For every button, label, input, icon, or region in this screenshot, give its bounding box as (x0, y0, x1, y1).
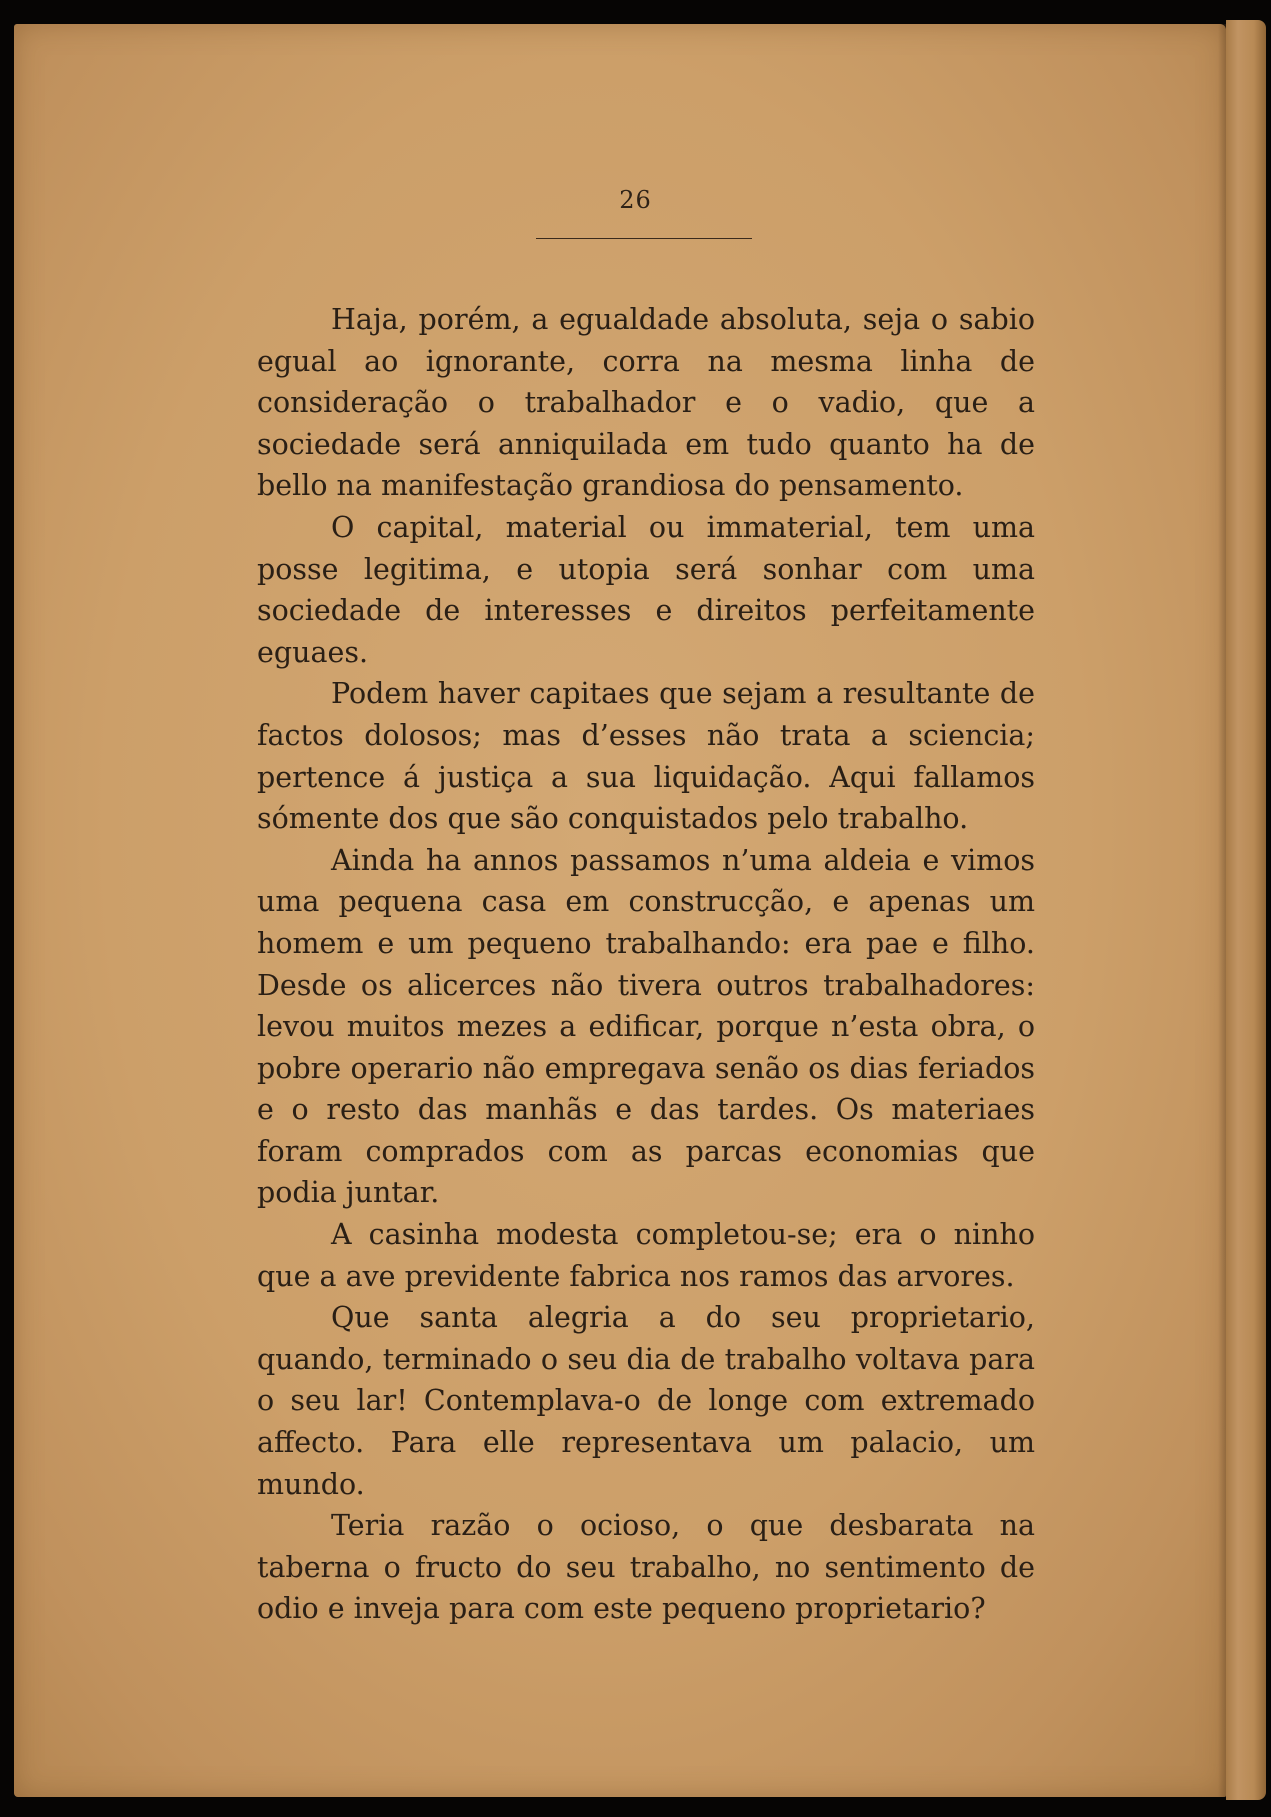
page-edge (1226, 20, 1266, 1800)
paragraph-7: Teria razão o ocioso, o que desbarata na taberna o fructo do seu trabalho, no sentimento de odio e inveja para com este pequeno proprietario? (257, 1509, 1035, 1626)
paragraph-2: O capital, material ou immaterial, tem uma posse legitima, e utopia será sonhar com uma sociedade de interesses e direitos perfeitamente eguaes. (257, 510, 1035, 669)
paragraph-5: A casinha modesta completou-se; era o ninho que a ave previdente fabrica nos ramos das arvores. (257, 1218, 1035, 1293)
body-text (257, 299, 1035, 1630)
page-fold-shadow (1218, 24, 1226, 1797)
paragraph-3: Podem haver capitaes que sejam a resultante de factos dolosos; mas d’esses não trata a sciencia; pertence á justiça a sua liquidação. Aqui fallamos sómente dos que são conquistados pelo trabalho. (257, 677, 1035, 836)
paragraph-1: Haja, porém, a egualdade absoluta, seja o sabio egual ao ignorante, corra na mesma linha de consideração o trabalhador e o vadio, que a sociedade será anniquilada em tudo quanto ha de bello na manifestação grandiosa do pensamento. (257, 303, 1035, 503)
header-rule (536, 238, 752, 239)
paragraph-4: Ainda ha annos passamos n’uma aldeia e vimos uma pequena casa em construcção, e apenas um homem e um pequeno trabalhando: era pae e filho. Desde os alicerces não tivera outros trabalhadores: levou muitos mezes a edificar, porque n’esta obra, o pobre operario não empregava senão os dias feriados e o resto das manhãs e das tardes. Os materiaes foram comprados com as parcas economias que podia juntar. (257, 843, 1035, 1210)
paragraph-6: Que santa alegria a do seu proprietario, quando, terminado o seu dia de trabalho voltava para o seu lar! Contemplava-o de longe com extremado affecto. Para elle representava um palacio, um mundo. (257, 1301, 1035, 1501)
page-number: 26 (619, 186, 652, 214)
